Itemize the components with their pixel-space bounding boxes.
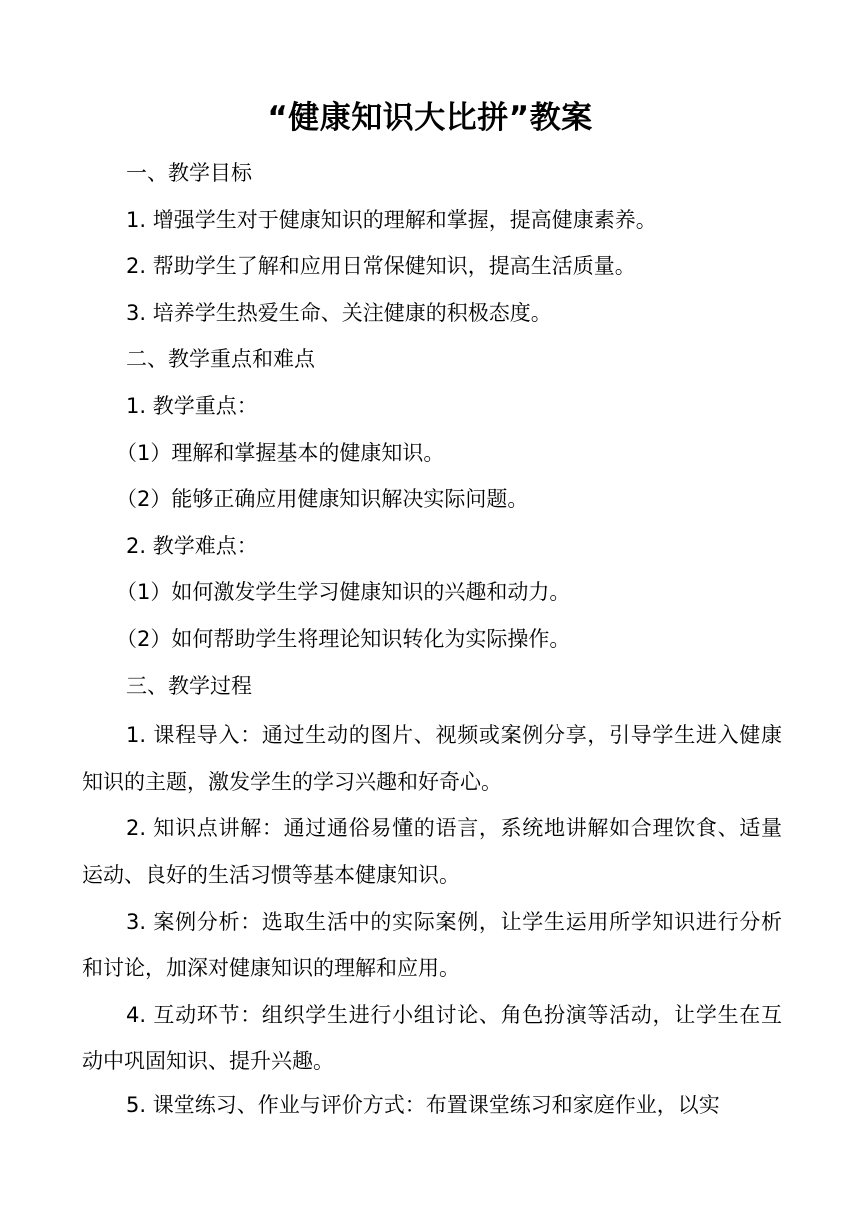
objective-item-1: 1. 增强学生对于健康知识的理解和掌握，提高健康素养。 [126, 207, 657, 232]
process-step-4: 4. 互动环节：组织学生进行小组讨论、角色扮演等活动，让学生在互动中巩固知识、提升兴趣。 [82, 1002, 782, 1074]
section-heading-objectives: 一、教学目标 [126, 161, 252, 185]
objective-item-2: 2. 帮助学生了解和应用日常保健知识，提高生活质量。 [126, 254, 636, 279]
process-step-5: 5. 课堂练习、作业与评价方式：布置课堂练习和家庭作业，以实 [126, 1092, 720, 1117]
section-heading-process: 三、教学过程 [126, 673, 252, 698]
key-point-item-2: （2）能够正确应用健康知识解决实际问题。 [116, 487, 529, 512]
process-step-2: 2. 知识点讲解：通过通俗易懂的语言，系统地讲解如合理饮食、适量运动、良好的生活习惯等基本健康知识。 [82, 816, 782, 887]
process-step-3: 3. 案例分析：选取生活中的实际案例，让学生运用所学知识进行分析和讨论，加深对健康知识的理解和应用。 [82, 909, 782, 981]
difficulties-heading: 2. 教学难点： [126, 533, 258, 558]
document-title: “健康知识大比拼”教案 [267, 100, 593, 136]
process-step-1: 1. 课程导入：通过生动的图片、视频或案例分享，引导学生进入健康知识的主题，激发学生的学习兴趣和好奇心。 [82, 723, 782, 794]
difficulty-item-2: （2）如何帮助学生将理论知识转化为实际操作。 [116, 626, 571, 651]
key-points-heading: 1. 教学重点： [126, 393, 258, 418]
objective-item-3: 3. 培养学生热爱生命、关注健康的积极态度。 [126, 300, 552, 325]
key-point-item-1: （1）理解和掌握基本的健康知识。 [116, 440, 445, 465]
difficulty-item-1: （1）如何激发学生学习健康知识的兴趣和动力。 [116, 580, 571, 605]
section-heading-key-points: 二、教学重点和难点 [126, 347, 315, 372]
document-body [82, 153, 782, 1131]
